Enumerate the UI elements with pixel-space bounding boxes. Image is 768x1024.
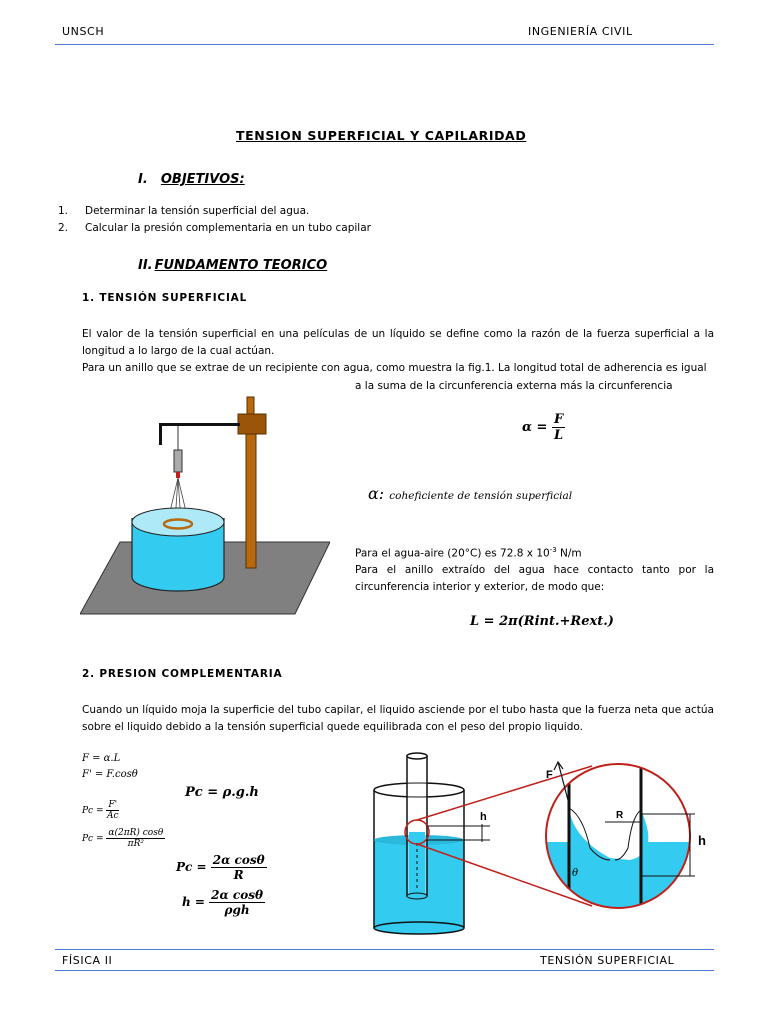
label-h-small: h bbox=[480, 811, 487, 823]
list-item: 1. Determinar la tensión superficial del agua. bbox=[58, 205, 310, 217]
stand-pole bbox=[246, 422, 256, 568]
header-rule bbox=[55, 44, 714, 45]
equation: Pc = $\frac{\alpha(2\pi R) \cos\theta}{\text{πR²}}$ bbox=[82, 828, 164, 849]
water-bottom bbox=[374, 922, 464, 934]
paragraph: a la suma de la circunferencia externa más la circunferencia bbox=[355, 380, 673, 392]
figure-ring-apparatus bbox=[80, 392, 330, 622]
section-fundamento bbox=[138, 254, 327, 273]
subsection-title: 2. PRESION COMPLEMENTARIA bbox=[82, 668, 283, 680]
arm-end bbox=[159, 423, 162, 445]
formula-L: L = 2π(Rint.+Rext.) bbox=[470, 614, 614, 629]
label-F: F bbox=[546, 769, 553, 781]
water-surface bbox=[132, 508, 224, 536]
equation: F' = F.cosθ bbox=[82, 769, 138, 780]
section-number: I. bbox=[138, 172, 148, 187]
subsection-title: 1. TENSIÓN SUPERFICIAL bbox=[82, 292, 248, 304]
header-right: INGENIERÍA CIVIL bbox=[528, 25, 633, 38]
tube-top bbox=[407, 753, 427, 759]
alpha-definition: α: coheficiente de tensión superficial bbox=[368, 484, 573, 503]
formula-alpha: α = $\frac{F}{L}$ bbox=[522, 412, 564, 443]
footer-right: TENSIÓN SUPERFICIAL bbox=[540, 954, 675, 967]
equation: Pc = ρ.g.h bbox=[185, 785, 259, 800]
paragraph: El valor de la tensión superficial en una películas de un líquido se define como la razón de la fuerza superficial a la longitud a lo largo de la cual actúan. bbox=[82, 328, 714, 357]
stand-clamp bbox=[238, 414, 266, 434]
dynamometer-hook bbox=[176, 472, 180, 478]
section-number: II. bbox=[138, 258, 153, 273]
section-title: OBJETIVOS: bbox=[160, 172, 245, 187]
section-objetivos bbox=[138, 168, 245, 187]
agua-aire-value: Para el agua-aire (20°C) es 72.8 x $10^{-3}$ N/m bbox=[355, 546, 582, 560]
label-h-big: h bbox=[698, 833, 706, 848]
zoom-detail bbox=[540, 748, 711, 928]
figure-capillary bbox=[360, 748, 730, 938]
footer-rule bbox=[55, 949, 714, 950]
dynamometer bbox=[174, 450, 182, 472]
header-left: UNSCH bbox=[62, 25, 105, 38]
section-title: FUNDAMENTO TEORICO bbox=[154, 258, 328, 273]
paragraph: Para un anillo que se extrae de un recipiente con agua, como muestra la fig.1. La longitud total de adherencia es igual bbox=[82, 362, 707, 374]
objectives-list bbox=[58, 203, 371, 237]
footer-left: FÍSICA II bbox=[62, 954, 113, 967]
equation: h = $\frac{\text{2α cosθ}}{\text{ρgh}}$ bbox=[182, 888, 263, 917]
paragraph: Cuando un líquido moja la superficie del tubo capilar, el liquido asciende por el tubo hasta que la fuerza neta que actúa sobre el liquido debido a la tensión superficial quede equilibrada con el peso del propio liquido. bbox=[82, 704, 714, 733]
label-R: R bbox=[616, 810, 624, 821]
label-theta: θ bbox=[572, 868, 579, 879]
list-item: 2. Calcular la presión complementaria en un tubo capilar bbox=[58, 222, 371, 234]
paragraph: Para el anillo extraído del agua hace contacto tanto por la circunferencia interior y exterior, de modo que: bbox=[355, 564, 714, 593]
equation: Pc = $\frac{F'}{Ac}$ bbox=[82, 800, 119, 821]
equation: F = α.L bbox=[82, 753, 121, 764]
tube-bottom bbox=[407, 893, 427, 899]
page-title: TENSION SUPERFICIAL Y CAPILARIDAD bbox=[236, 128, 527, 143]
footer-rule-bottom bbox=[55, 970, 714, 971]
horizontal-arm bbox=[160, 423, 240, 426]
equation: Pc = $\frac{\text{2α cosθ}}{R}$ bbox=[176, 853, 265, 882]
